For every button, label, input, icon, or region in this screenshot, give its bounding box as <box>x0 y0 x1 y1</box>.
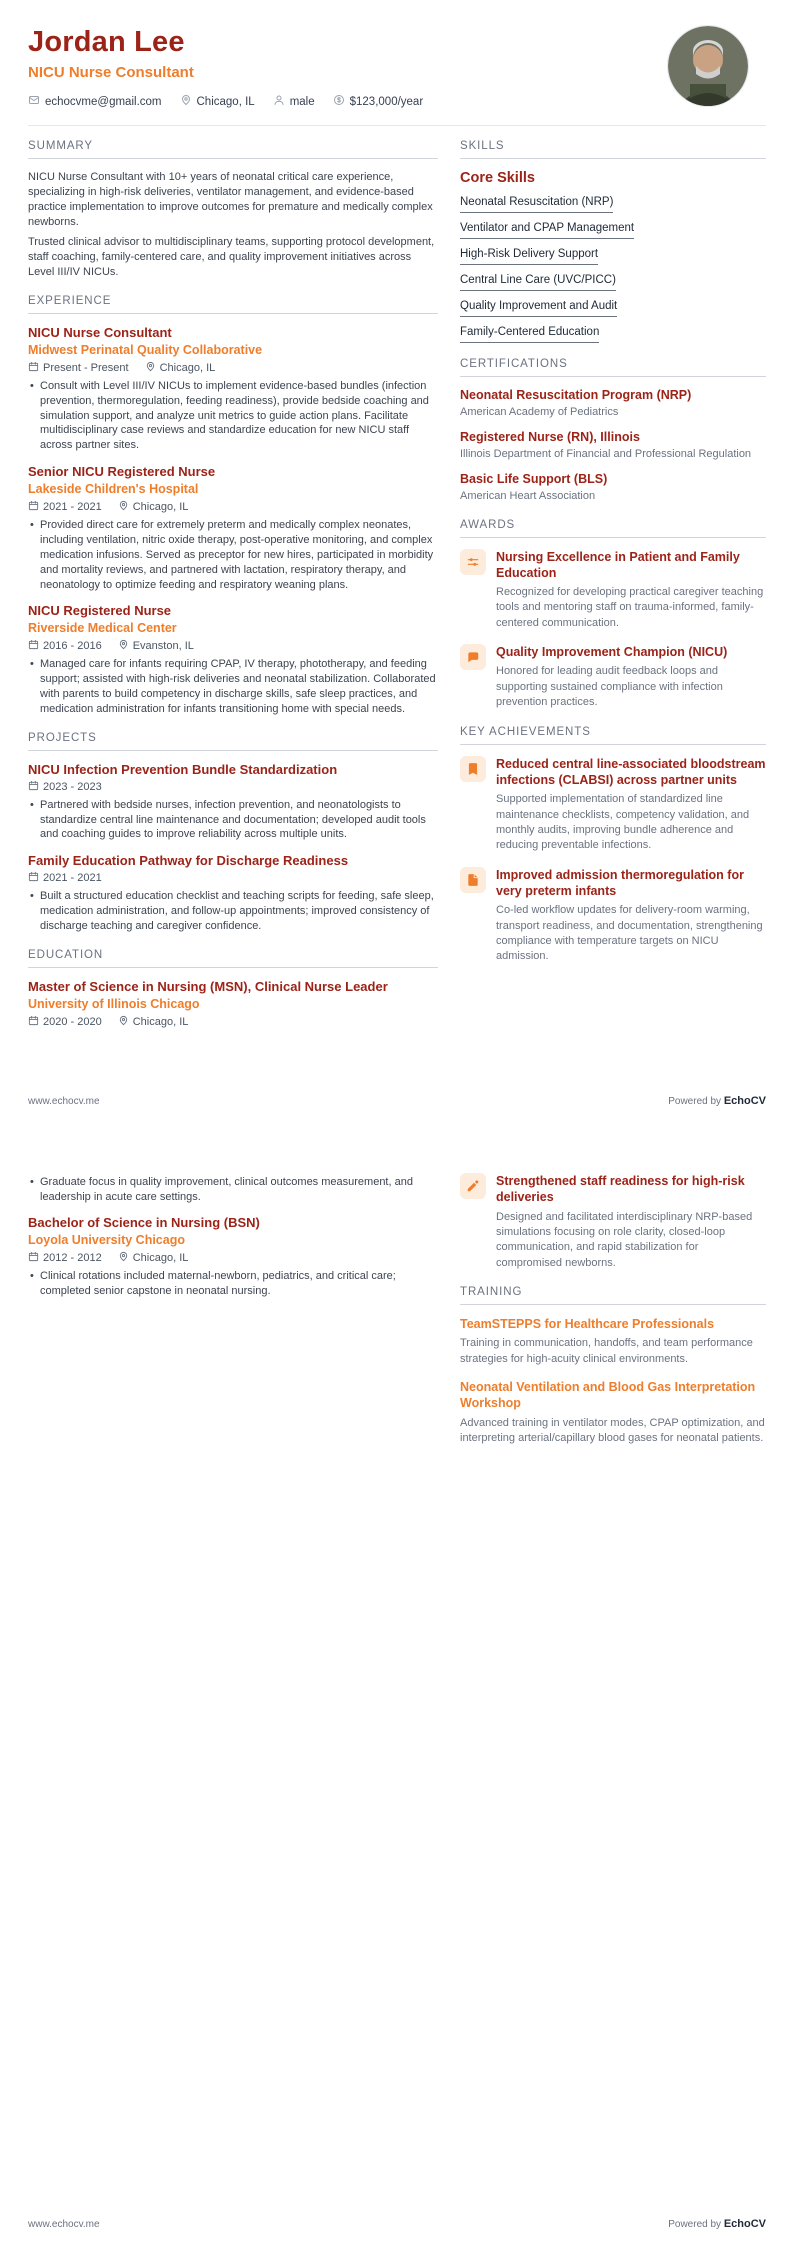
email-icon <box>28 94 40 109</box>
experience-item <box>28 464 438 592</box>
location-icon <box>118 639 129 653</box>
award-title: Quality Improvement Champion (NICU) <box>496 645 728 660</box>
achievement-item <box>460 1173 766 1271</box>
education-item <box>28 979 438 1029</box>
certification-name: Neonatal Resuscitation Program (NRP) <box>460 388 692 402</box>
training-description: Training in communication, handoffs, and team performance strategies for high-acuity clinical environments. <box>460 1337 753 1365</box>
project-bullets <box>28 798 438 843</box>
certification-name: Registered Nurse (RN), Illinois <box>460 429 640 444</box>
job-bullet: • Managed care for infants requiring CPAP, IV therapy, phototherapy, and feeding support; assisted with high-risk deliveries and neonatal stabilization. Collaborated with parents to build competency in discharge skills, safe sleep practices, and medication administration for infants transitioning home with special needs. <box>28 657 438 716</box>
achievement-body <box>496 1173 766 1271</box>
left-column <box>28 1173 438 1458</box>
training-heading: TRAINING <box>460 1286 766 1305</box>
calendar-icon <box>28 1251 39 1265</box>
project-meta <box>28 780 438 794</box>
salary-icon <box>333 94 345 109</box>
job-dates <box>28 500 102 514</box>
job-title: NICU Nurse Consultant <box>28 324 172 340</box>
resume-header <box>28 26 766 126</box>
education-heading: EDUCATION <box>28 949 438 968</box>
candidate-title: NICU Nurse Consultant <box>28 64 194 81</box>
location-icon <box>118 1251 129 1265</box>
award-body <box>496 644 766 710</box>
training-name: Neonatal Ventilation and Blood Gas Interpretation Workshop <box>460 1380 756 1411</box>
project-dates-text: 2021 - 2021 <box>43 872 102 885</box>
achievement-item <box>460 756 766 854</box>
skill-item: Central Line Care (UVC/PICC) <box>460 274 616 291</box>
certification-item <box>460 388 766 420</box>
right-column <box>460 1173 766 1458</box>
header-text <box>28 26 423 109</box>
resume-page-2 <box>0 1123 794 2246</box>
calendar-icon <box>28 639 39 653</box>
calendar-icon <box>28 500 39 514</box>
project-bullet: • Partnered with bedside nurses, infection prevention, and neonatologists to standardize central line maintenance and documentation; developed audit tools and coaching guides to improve reliability across multiple units. <box>28 798 438 843</box>
education-meta <box>28 1015 438 1029</box>
degree-title: Bachelor of Science in Nursing (BSN) <box>28 1214 260 1230</box>
summary-heading: SUMMARY <box>28 140 438 159</box>
contact-gender-text: male <box>289 95 315 108</box>
calendar-icon <box>28 780 39 794</box>
skill-item: Ventilator and CPAP Management <box>460 222 634 239</box>
school-name: Loyola University Chicago <box>28 1232 185 1247</box>
contact-salary-text: $123,000/year <box>349 95 424 108</box>
training-item <box>460 1316 766 1367</box>
training-item <box>460 1379 766 1446</box>
school-name: University of Illinois Chicago <box>28 996 200 1011</box>
achievement-title: Strengthened staff readiness for high-risk deliveries <box>496 1174 745 1205</box>
award-title: Nursing Excellence in Patient and Family Education <box>496 549 740 580</box>
certification-item <box>460 430 766 462</box>
powered-by-prefix: Powered by <box>668 2219 722 2230</box>
job-bullets <box>28 657 438 716</box>
job-location-text: Chicago, IL <box>132 501 189 514</box>
job-title: NICU Registered Nurse <box>28 603 172 619</box>
education-dates-text: 2012 - 2012 <box>43 1251 102 1264</box>
projects-heading: PROJECTS <box>28 732 438 751</box>
job-meta <box>28 500 438 514</box>
job-bullets <box>28 379 438 453</box>
certification-issuer: American Heart Association <box>460 489 596 502</box>
contact-location-text: Chicago, IL <box>196 95 255 108</box>
powered-by <box>668 2218 766 2230</box>
job-company: Midwest Perinatal Quality Collaborative <box>28 342 263 357</box>
summary-paragraph: NICU Nurse Consultant with 10+ years of neonatal critical care experience, specializing in high-risk deliveries, ventilator management, and evidence-based practice implementation to improve outcomes for premature and medically complex newborns. <box>28 171 433 228</box>
education-location <box>118 1015 189 1029</box>
job-dates-text: Present - Present <box>43 361 129 374</box>
page1-footer <box>28 1095 766 1107</box>
location-icon <box>118 500 129 514</box>
award-item <box>460 549 766 632</box>
job-title: Senior NICU Registered Nurse <box>28 464 216 480</box>
job-location-text: Evanston, IL <box>132 640 194 653</box>
certification-issuer: Illinois Department of Financial and Professional Regulation <box>460 447 752 460</box>
skill-item: Neonatal Resuscitation (NRP) <box>460 196 613 213</box>
summary-paragraph: Trusted clinical advisor to multidisciplinary teams, supporting protocol development, staff coaching, family-centered care, and quality improvement initiatives across Level III/IV NICUs. <box>28 236 435 279</box>
award-description: Honored for leading audit feedback loops and supporting sustained compliance with infection prevention practices. <box>496 665 723 709</box>
job-company: Riverside Medical Center <box>28 621 177 636</box>
certification-issuer: American Academy of Pediatrics <box>460 406 619 418</box>
calendar-icon <box>28 871 39 885</box>
footer-site-link[interactable]: www.echocv.me <box>28 2218 100 2230</box>
job-dates-text: 2016 - 2016 <box>43 640 102 653</box>
education-dates-text: 2020 - 2020 <box>43 1015 102 1028</box>
education-bullets <box>28 1269 438 1299</box>
job-dates <box>28 361 129 375</box>
project-bullets <box>28 889 438 934</box>
powered-by <box>668 1095 766 1107</box>
contact-gender <box>273 94 315 109</box>
left-column <box>28 140 438 1040</box>
right-column <box>460 140 766 1040</box>
avatar-photo <box>668 26 748 106</box>
certifications-heading: CERTIFICATIONS <box>460 358 766 377</box>
award-body <box>496 549 766 632</box>
job-bullet: • Provided direct care for extremely preterm and medically complex neonates, including ventilation, nitric oxide therapy, post-operative monitoring, and complex medication infusions. Served as preceptor for new hires, participated in morbidity and mortality reviews, and partnered with lactation, respiratory therapy, and neonatology to optimize feeding and respiratory weaning plans. <box>28 518 438 592</box>
award-item <box>460 644 766 710</box>
project-dates <box>28 780 102 794</box>
education-meta <box>28 1251 438 1265</box>
footer-site-link[interactable]: www.echocv.me <box>28 1095 100 1107</box>
location-icon <box>180 94 192 109</box>
job-meta <box>28 639 438 653</box>
skill-item: Quality Improvement and Audit <box>460 300 617 317</box>
skill-item: Family-Centered Education <box>460 326 599 343</box>
avatar <box>668 26 748 106</box>
education-bullet: • Graduate focus in quality improvement, clinical outcomes measurement, and leadership in acute care settings. <box>28 1175 438 1205</box>
experience-heading: EXPERIENCE <box>28 295 438 314</box>
job-location <box>145 361 216 375</box>
project-title: NICU Infection Prevention Bundle Standardization <box>28 761 338 777</box>
training-description: Advanced training in ventilator modes, CPAP optimization, and interpreting arterial/capillary blood gases for neonatal patients. <box>460 1416 765 1444</box>
job-meta <box>28 361 438 375</box>
contact-row <box>28 94 423 109</box>
pen-icon <box>460 1173 486 1199</box>
candidate-name: Jordan Lee <box>28 26 185 58</box>
job-dates <box>28 639 102 653</box>
powered-by-prefix: Powered by <box>668 1096 722 1107</box>
contact-email <box>28 94 162 109</box>
page2-footer <box>28 2218 766 2230</box>
job-company: Lakeside Children's Hospital <box>28 482 199 497</box>
contact-location <box>180 94 255 109</box>
echocv-brand: EchoCV <box>723 1095 766 1107</box>
award-description: Recognized for developing practical caregiver teaching tools and mentoring staff on trauma-informed, family-centered communication. <box>496 586 764 629</box>
job-location-text: Chicago, IL <box>159 361 216 374</box>
calendar-icon <box>28 361 39 375</box>
training-name: TeamSTEPPS for Healthcare Professionals <box>460 1317 715 1332</box>
project-bullet: • Built a structured education checklist and teaching scripts for feeding, safe sleep, medication administration, and follow-up appointments; improved consistency of discharge teaching and caregiver confidence. <box>28 889 438 934</box>
education-location-text: Chicago, IL <box>132 1015 189 1028</box>
education-bullet: • Clinical rotations included maternal-newborn, pediatrics, and critical care; completed senior capstone in neonatal nursing. <box>28 1269 438 1299</box>
skills-heading: SKILLS <box>460 140 766 159</box>
book-icon <box>460 756 486 782</box>
education-location-text: Chicago, IL <box>132 1251 189 1264</box>
contact-salary <box>333 94 424 109</box>
location-icon <box>118 1015 129 1029</box>
achievement-body <box>496 867 766 965</box>
certification-name: Basic Life Support (BLS) <box>460 471 608 486</box>
sliders-icon <box>460 549 486 575</box>
project-item <box>28 853 438 934</box>
achievement-title: Improved admission thermoregulation for very preterm infants <box>496 867 744 898</box>
chat-icon <box>460 644 486 670</box>
project-meta <box>28 871 438 885</box>
project-title: Family Education Pathway for Discharge Readiness <box>28 853 349 869</box>
achievement-item <box>460 867 766 965</box>
awards-heading: AWARDS <box>460 519 766 538</box>
job-dates-text: 2021 - 2021 <box>43 501 102 514</box>
achievement-title: Reduced central line-associated bloodstream infections (CLABSI) across partner units <box>496 756 766 787</box>
project-dates <box>28 871 102 885</box>
education-item <box>28 1215 438 1299</box>
location-icon <box>145 361 156 375</box>
job-location <box>118 639 194 653</box>
project-item <box>28 762 438 843</box>
key-achievements-heading: KEY ACHIEVEMENTS <box>460 726 766 745</box>
echocv-brand: EchoCV <box>723 2218 766 2230</box>
project-dates-text: 2023 - 2023 <box>43 780 102 793</box>
job-bullet: • Consult with Level III/IV NICUs to implement evidence-based bundles (infection prevention, thermoregulation, feeding readiness), provide bedside coaching and simulation support, and analyze unit metrics to guide action plans. Facilitate multidisciplinary case reviews and standardize education for new NICU staff across partner sites. <box>28 379 438 453</box>
certification-item <box>460 472 766 504</box>
achievement-body <box>496 756 766 854</box>
achievement-description: Supported implementation of standardized line maintenance checklists, competency validation, and monthly audits, improving bundle adherence and reducing preventable infections. <box>496 793 750 852</box>
education-location <box>118 1251 189 1265</box>
job-location <box>118 500 189 514</box>
experience-item <box>28 603 438 716</box>
skill-item: High-Risk Delivery Support <box>460 248 598 265</box>
degree-title: Master of Science in Nursing (MSN), Clinical Nurse Leader <box>28 978 388 994</box>
skills-group-title: Core Skills <box>460 170 535 186</box>
job-bullets <box>28 518 438 592</box>
file-icon <box>460 867 486 893</box>
experience-item <box>28 325 438 453</box>
education-bullets <box>28 1175 438 1205</box>
calendar-icon <box>28 1015 39 1029</box>
achievement-description: Designed and facilitated interdisciplinary NRP-based simulations focusing on role clarity, closed-loop communication, and rapid stabilization for compromised newborns. <box>496 1210 753 1269</box>
education-dates <box>28 1015 102 1029</box>
page2-columns <box>28 1173 766 1458</box>
page1-columns <box>28 140 766 1040</box>
contact-email-text: echocvme@gmail.com <box>45 95 162 108</box>
person-icon <box>273 94 285 109</box>
education-dates <box>28 1251 102 1265</box>
achievement-description: Co-led workflow updates for delivery-room warming, transport readiness, and documentation, strengthening compliance with temperature targets on NICU admission. <box>496 904 763 963</box>
